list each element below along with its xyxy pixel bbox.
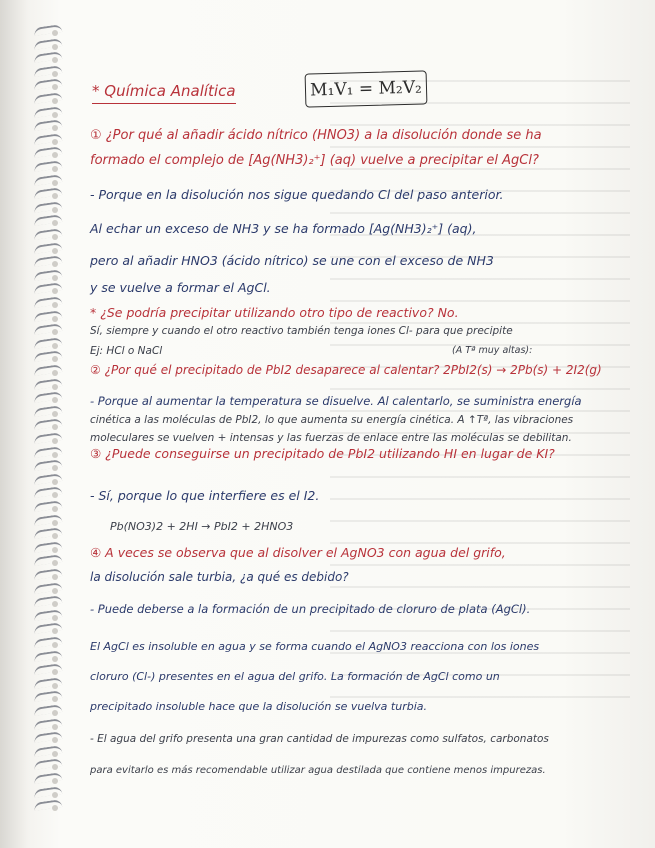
binding-hole: [52, 669, 58, 675]
binding-hole: [52, 180, 58, 186]
binding-hole: [52, 696, 58, 702]
binding-hole: [52, 751, 58, 757]
formula-box: [305, 70, 428, 107]
binding-hole: [52, 805, 58, 811]
binding-hole: [52, 737, 58, 743]
question-4-line-1: ④ A veces se observa que al disolver el AgNO3 con agua del grifo,: [90, 545, 506, 560]
spiral-coil: [34, 650, 63, 662]
spiral-coil: [34, 500, 63, 512]
binding-hole: [52, 547, 58, 553]
binding-hole: [52, 343, 58, 349]
spiral-coil: [34, 432, 63, 444]
spiral-coil: [34, 214, 63, 226]
binding-hole: [52, 520, 58, 526]
question-2: ② ¿Por qué el precipitado de PbI2 desaparece al calentar? 2PbI2(s) → 2Pb(s) + 2I2(g): [90, 363, 602, 377]
answer-2-line-1: - Porque al aumentar la temperatura se disuelve. Al calentarlo, se suministra energía: [90, 394, 582, 408]
spiral-coil: [34, 174, 63, 186]
binding-hole: [52, 778, 58, 784]
spiral-coil: [34, 78, 63, 90]
binding-hole: [52, 44, 58, 50]
binding-hole: [52, 724, 58, 730]
answer-2-line-3: moleculares se vuelven + intensas y las fuerzas de enlace entre las moléculas se debilitan.: [90, 432, 572, 444]
spiral-coil: [34, 405, 63, 417]
binding-hole: [52, 166, 58, 172]
binding-hole: [52, 302, 58, 308]
binding-hole: [52, 452, 58, 458]
binding-hole: [52, 139, 58, 145]
binding-hole: [52, 384, 58, 390]
binding-hole: [52, 683, 58, 689]
binding-hole: [52, 71, 58, 77]
spiral-coil: [34, 745, 63, 757]
spiral-coil: [34, 446, 63, 458]
binding-hole: [52, 601, 58, 607]
binding-hole: [52, 370, 58, 376]
spiral-coil: [34, 391, 63, 403]
binding-hole: [52, 560, 58, 566]
spiral-coil: [34, 296, 63, 308]
spiral-coil: [34, 486, 63, 498]
question-1-line-2: formado el complejo de [Ag(NH3)₂⁺] (aq) vuelve a precipitar el AgCl?: [90, 153, 539, 168]
spiral-coil: [34, 242, 63, 254]
spiral-coil: [34, 758, 63, 770]
binding-hole: [52, 356, 58, 362]
binding-hole: [52, 506, 58, 512]
spiral-coil: [34, 568, 63, 580]
spiral-coil: [34, 690, 63, 702]
spiral-coil: [34, 51, 63, 63]
binding-hole: [52, 465, 58, 471]
answer-1-line-2: Al echar un exceso de NH3 y se ha formado [Ag(NH3)₂⁺] (aq),: [90, 221, 477, 236]
binding-hole: [52, 152, 58, 158]
spiral-coil: [34, 418, 63, 430]
spiral-coil: [34, 786, 63, 798]
spiral-coil: [34, 282, 63, 294]
spiral-coil: [34, 514, 63, 526]
spiral-coil: [34, 269, 63, 281]
binding-hole: [52, 628, 58, 634]
binding-hole: [52, 112, 58, 118]
spiral-coil: [34, 772, 63, 784]
spiral-coil: [34, 378, 63, 390]
spiral-coil: [34, 609, 63, 621]
binding-hole: [52, 288, 58, 294]
spiral-coil: [34, 554, 63, 566]
binding-hole: [52, 533, 58, 539]
answer-1-line-1: - Porque en la disolución nos sigue quedando Cl del paso anterior.: [90, 187, 504, 202]
spiral-coil: [34, 364, 63, 376]
binding-hole: [52, 193, 58, 199]
spiral-coil: [34, 350, 63, 362]
spiral-coil: [34, 677, 63, 689]
binding-hole: [52, 492, 58, 498]
spiral-coil: [34, 459, 63, 471]
question-1-line-1: ① ¿Por qué al añadir ácido nítrico (HNO3) a la disolución donde se ha: [90, 128, 542, 143]
spiral-coil: [34, 323, 63, 335]
answer-3: - Sí, porque lo que interfiere es el I2.: [90, 488, 320, 503]
answer-4-line-3: cloruro (Cl-) presentes en el agua del grifo. La formación de AgCl como un: [90, 670, 500, 683]
binding-hole: [52, 397, 58, 403]
binding-hole: [52, 329, 58, 335]
answer-1-line-4: y se vuelve a formar el AgCl.: [90, 280, 271, 295]
binding-hole: [52, 316, 58, 322]
binding-hole: [52, 588, 58, 594]
spiral-coil: [34, 201, 63, 213]
spiral-coil: [34, 310, 63, 322]
question-3: ③ ¿Puede conseguirse un precipitado de PbI2 utilizando HI en lugar de KI?: [90, 446, 555, 461]
binding-hole: [52, 479, 58, 485]
spiral-coil: [34, 337, 63, 349]
answer-4-line-6: para evitarlo es más recomendable utilizar agua destilada que contiene menos impurezas.: [90, 765, 546, 776]
binding-hole: [52, 234, 58, 240]
spiral-coil: [34, 663, 63, 675]
binding-hole: [52, 424, 58, 430]
answer-4-line-5: - El agua del grifo presenta una gran cantidad de impurezas como sulfatos, carbonatos: [90, 733, 549, 745]
binding-hole: [52, 30, 58, 36]
binding-hole: [52, 125, 58, 131]
question-4-line-2: la disolución sale turbia, ¿a qué es debido?: [90, 570, 349, 584]
binding-hole: [52, 98, 58, 104]
spiral-coil: [34, 133, 63, 145]
spiral-coil: [34, 24, 63, 36]
binding-hole: [52, 207, 58, 213]
spiral-coil: [34, 527, 63, 539]
page-title: * Química Analítica: [92, 82, 236, 104]
answer-4-line-4: precipitado insoluble hace que la disolución se vuelva turbia.: [90, 700, 427, 713]
binding-hole: [52, 275, 58, 281]
answer-4-line-1: - Puede deberse a la formación de un precipitado de cloruro de plata (AgCl).: [90, 602, 531, 616]
spiral-coil: [34, 106, 63, 118]
spiral-coil: [34, 187, 63, 199]
spiral-coil: [34, 718, 63, 730]
binding-hole: [52, 764, 58, 770]
binding-hole: [52, 615, 58, 621]
temperature-note: (A Tª muy altas):: [452, 345, 533, 356]
answer-1-line-3: pero al añadir HNO3 (ácido nítrico) se une con el exceso de NH3: [90, 253, 494, 268]
binding-hole: [52, 84, 58, 90]
extra-answer: Sí, siempre y cuando el otro reactivo también tenga iones Cl- para que precipite: [90, 325, 513, 337]
spiral-coil: [34, 38, 63, 50]
spiral-coil: [34, 582, 63, 594]
binding-hole: [52, 710, 58, 716]
spiral-coil: [34, 731, 63, 743]
binding-hole: [52, 248, 58, 254]
dilution-formula: M₁V₁ = M₂V₂: [309, 77, 423, 101]
extra-example: Ej: HCl o NaCl: [90, 345, 163, 357]
binding-hole: [52, 220, 58, 226]
spiral-coil: [34, 65, 63, 77]
spiral-coil: [34, 160, 63, 172]
binding-hole: [52, 261, 58, 267]
binding-hole: [52, 438, 58, 444]
binding-hole: [52, 57, 58, 63]
binding-hole: [52, 642, 58, 648]
answer-4-line-2: El AgCl es insoluble en agua y se forma cuando el AgNO3 reacciona con los iones: [90, 640, 540, 653]
spiral-coil: [34, 704, 63, 716]
spiral-coil: [34, 255, 63, 267]
spiral-coil: [34, 92, 63, 104]
binding-hole: [52, 792, 58, 798]
extra-question: * ¿Se podría precipitar utilizando otro tipo de reactivo? No.: [90, 305, 459, 320]
reaction-equation: Pb(NO3)2 + 2HI → PbI2 + 2HNO3: [110, 520, 294, 533]
spiral-coil: [34, 119, 63, 131]
spiral-coil: [34, 473, 63, 485]
spiral-coil: [34, 622, 63, 634]
spiral-coil: [34, 595, 63, 607]
spiral-coil: [34, 799, 63, 811]
spiral-coil: [34, 146, 63, 158]
answer-2-line-2: cinética a las moléculas de PbI2, lo que aumenta su energía cinética. A ↑Tª, las vibraciones: [90, 414, 574, 426]
binding-hole: [52, 411, 58, 417]
spiral-coil: [34, 636, 63, 648]
binding-hole: [52, 574, 58, 580]
binding-hole: [52, 656, 58, 662]
spiral-coil: [34, 541, 63, 553]
spiral-coil: [34, 228, 63, 240]
spiral-binding: [34, 26, 64, 826]
